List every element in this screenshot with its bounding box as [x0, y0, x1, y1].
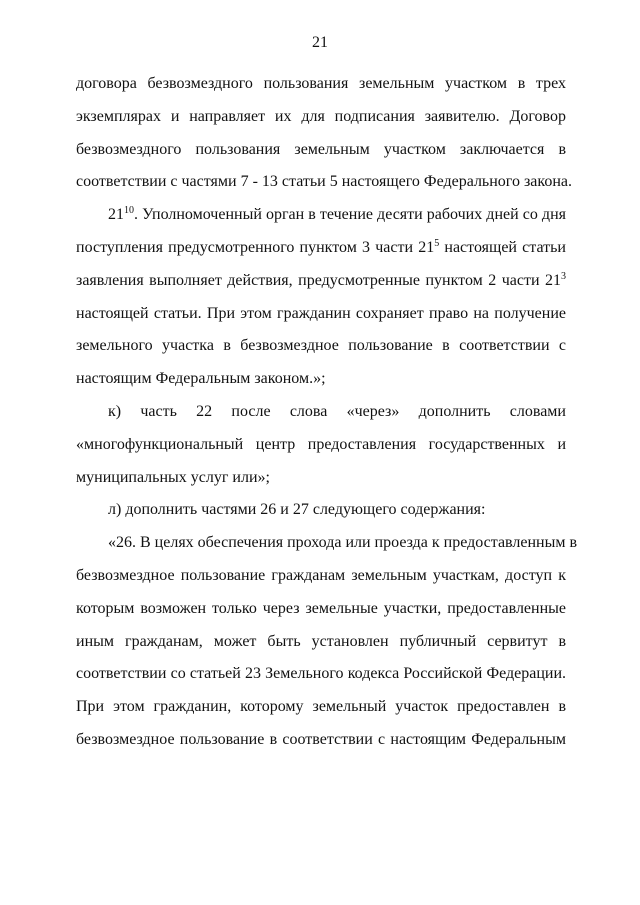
text-segment: настоящей статьи — [439, 238, 566, 256]
superscript: 3 — [561, 270, 566, 282]
text-line: к) часть 22 после слова «через» дополнить словами — [108, 402, 566, 420]
text-line: «26. В целях обеспечения прохода или проезда к предоставленным в — [108, 534, 578, 552]
text-line: иным гражданам, может быть установлен публичный сервитут в — [76, 632, 566, 650]
text-line: безвозмездное пользование в соответствии с настоящим Федеральным — [76, 730, 566, 748]
text-line: настоящей статьи. При этом гражданин сохраняет право на получение — [76, 304, 566, 322]
text-line: соответствии со статьей 23 Земельного кодекса Российской Федерации. — [76, 665, 566, 683]
text-line — [76, 199, 566, 232]
text-segment: 21 — [108, 206, 124, 224]
text-line: экземплярах и направляет их для подписания заявителю. Договор — [76, 107, 566, 125]
text-line: «многофункциональный центр предоставления государственных и — [76, 435, 566, 453]
text-segment: поступления предусмотренного пунктом 3 части 21 — [76, 238, 435, 256]
text-segment: заявления выполняет действия, предусмотренные пунктом 2 части 21 — [76, 271, 561, 289]
superscript: 10 — [124, 205, 134, 217]
text-line: При этом гражданин, которому земельный участок предоставлен в — [76, 698, 566, 716]
text-line — [76, 232, 566, 265]
text-line: муниципальных услуг или»; — [76, 468, 270, 486]
superscript: 5 — [434, 237, 440, 249]
text-line: которым возможен только через земельные участки, предоставленные — [76, 599, 566, 617]
text-line: земельного участка в безвозмездное пользование в соответствии с — [76, 337, 566, 355]
page-number: 21 — [312, 34, 328, 51]
text-line — [76, 265, 566, 298]
text-segment: . Уполномоченный орган в течение десяти рабочих дней со дня — [134, 206, 566, 224]
text-line: безвозмездное пользование гражданам земельным участкам, доступ к — [76, 566, 566, 584]
text-line: договора безвозмездного пользования земельным участком в трех — [76, 75, 566, 92]
text-line: безвозмездного пользования земельным участком заключается в — [76, 140, 566, 158]
body-text — [76, 68, 578, 757]
text-line: настоящим Федеральным законом.»; — [76, 370, 326, 388]
text-line: соответствии с частями 7 - 13 статьи 5 настоящего Федерального закона. — [76, 173, 572, 191]
text-line: л) дополнить частями 26 и 27 следующего содержания: — [108, 501, 486, 519]
